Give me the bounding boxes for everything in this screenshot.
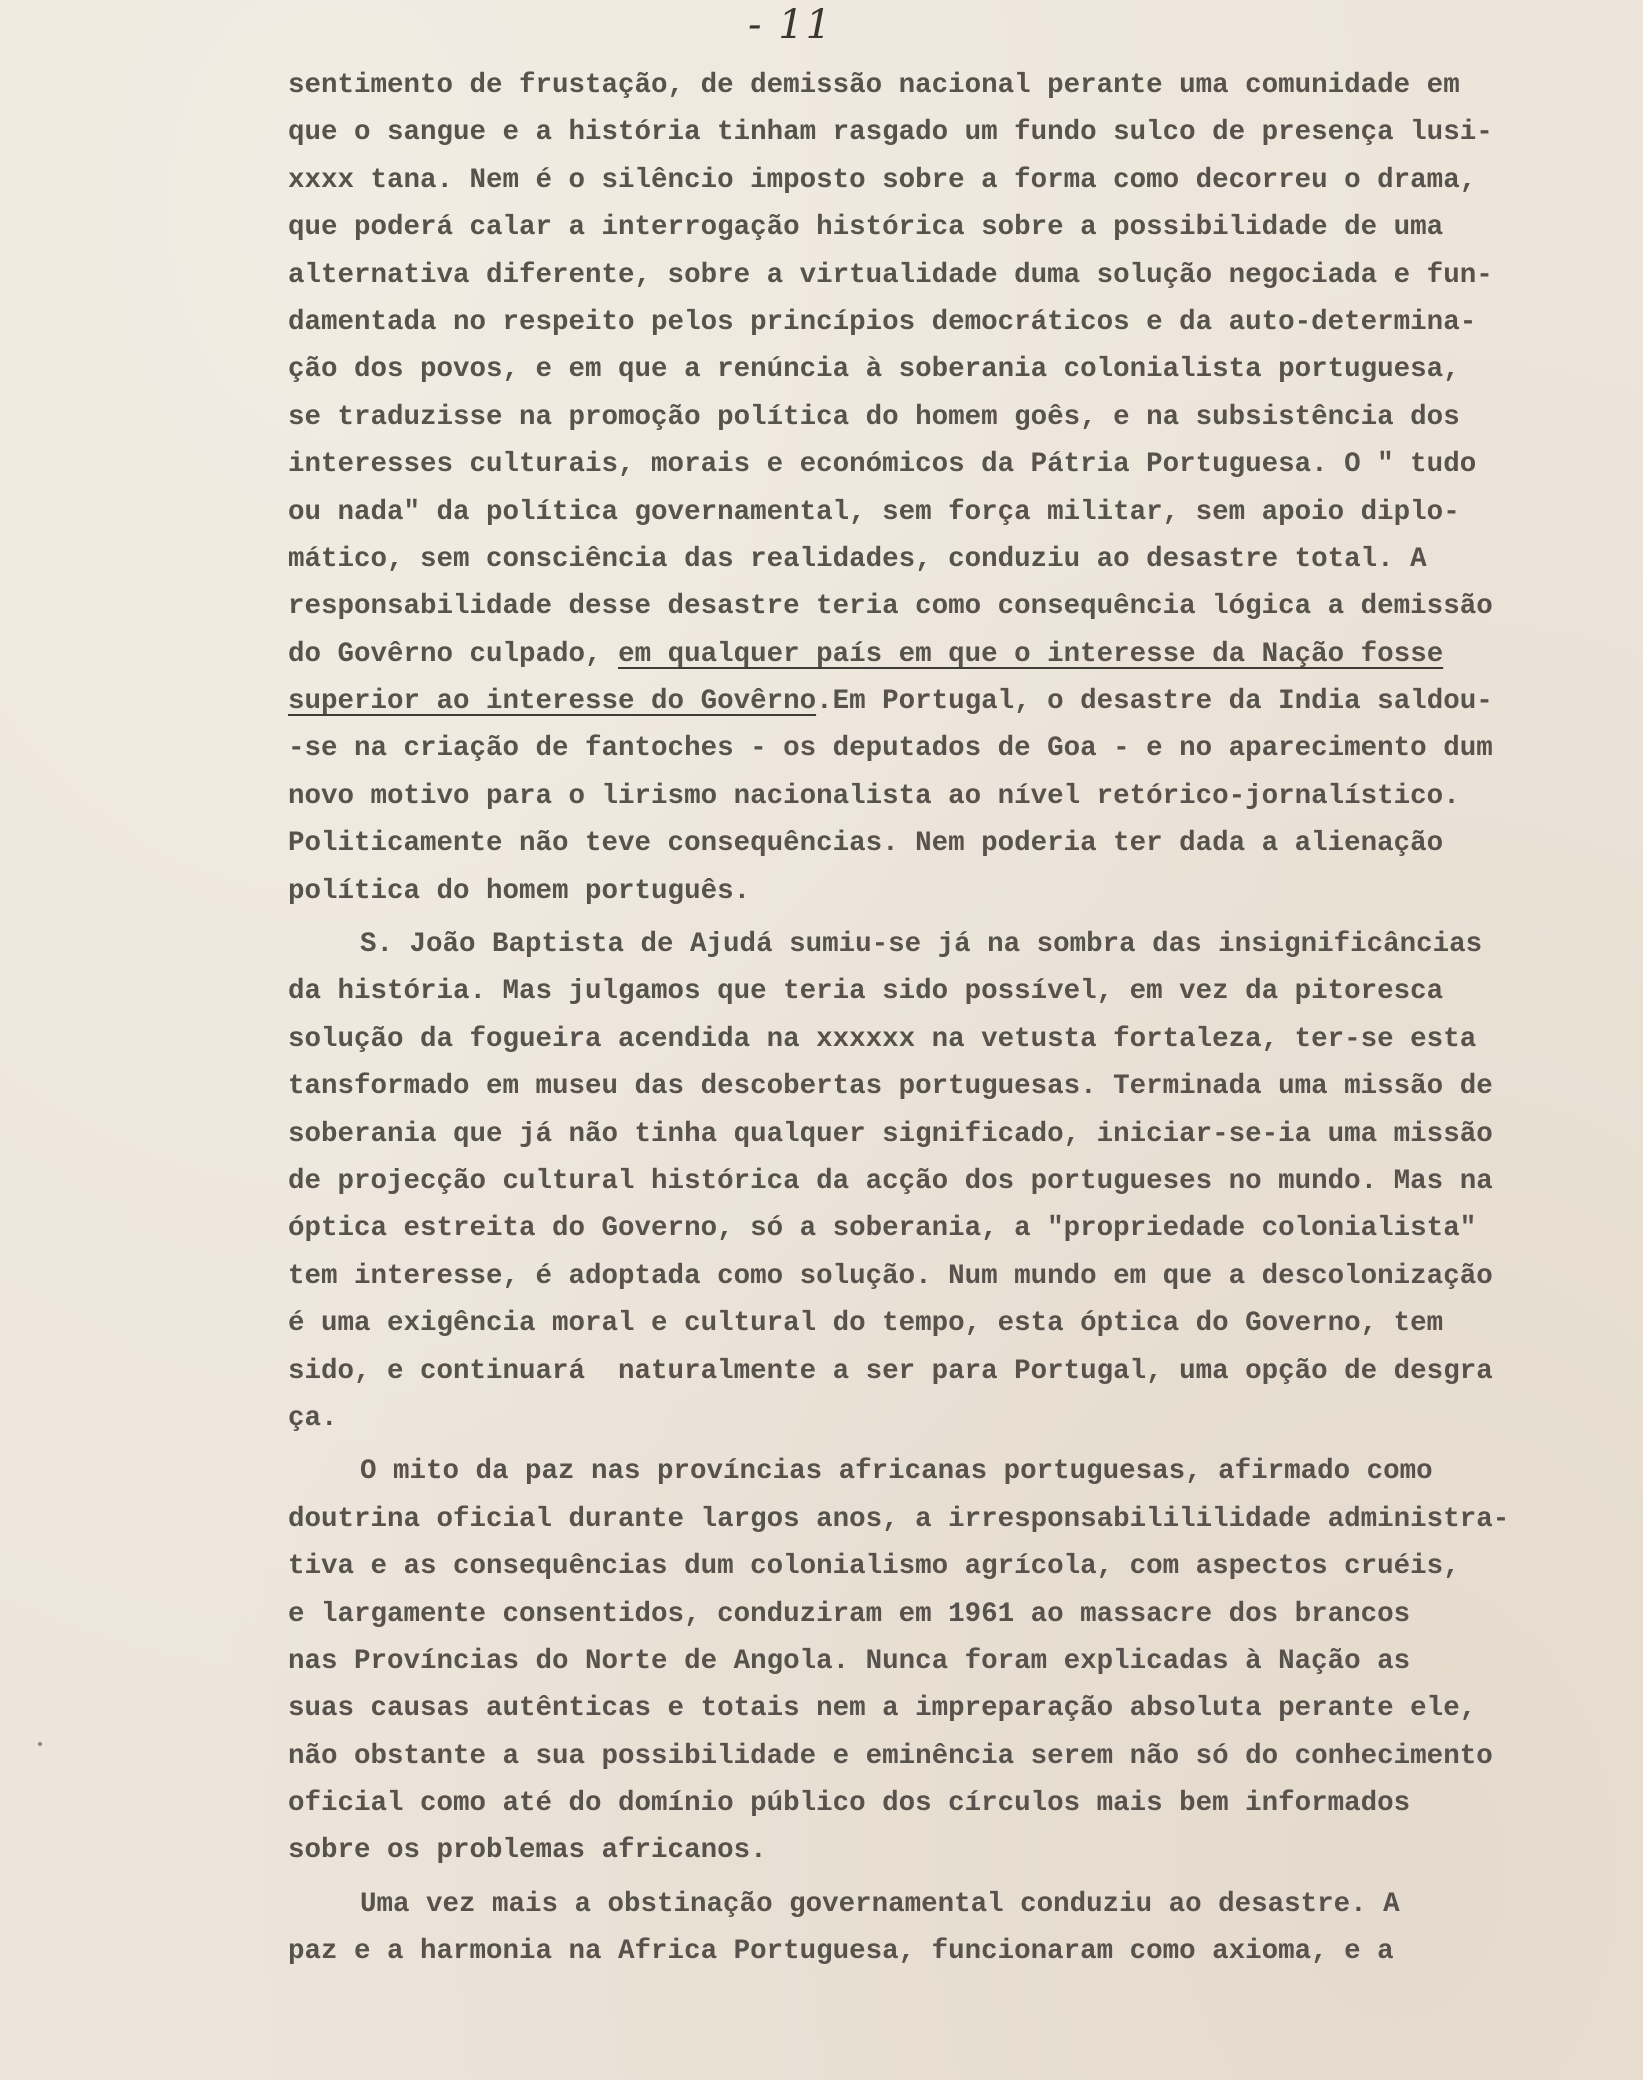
text-line: soberania que já não tinha qualquer significado, iniciar-se-ia uma missão [288,1118,1493,1150]
text-segment: do Govêrno culpado, [288,638,619,670]
text-line: ção dos povos, e em que a renúncia à soberania colonialista portuguesa, [288,354,1460,386]
text-line: novo motivo para o lirismo nacionalista ao nível retórico-jornalístico. [288,780,1460,812]
text-line: alternativa diferente, sobre a virtualidade duma solução negociada e fun- [288,259,1493,291]
text-line: O mito da paz nas províncias africanas portuguesas, afirmado como [360,1456,1433,1488]
text-line: Politicamente não teve consequências. Nem poderia ter dada a alienação [288,828,1444,860]
text-line: se traduzisse na promoção política do homem goês, e na subsistência dos [288,401,1460,433]
text-line: da história. Mas julgamos que teria sido possível, em vez da pitoresca [288,976,1444,1008]
text-line: de projecção cultural histórica da acção dos portugueses no mundo. Mas na [288,1165,1493,1197]
text-line: sido, e continuará naturalmente a ser para Portugal, uma opção de desgra [288,1355,1493,1387]
text-line: ça. [288,1402,338,1434]
text-line: e largamente consentidos, conduziram em 1961 ao massacre dos brancos [288,1598,1411,1630]
text-line: S. João Baptista de Ajudá sumiu-se já na sombra das insignificâncias [360,929,1483,961]
text-line-with-underline [288,678,1618,725]
text-line: sentimento de frustação, de demissão nacional perante uma comunidade em [288,70,1460,101]
text-line: -se na criação de fantoches - os deputados de Goa - e no aparecimento dum [288,733,1493,765]
text-line: política do homem português. [288,875,751,907]
text-line: damentada no respeito pelos princípios democráticos e da auto-determina- [288,306,1477,338]
text-line: doutrina oficial durante largos anos, a irresponsabilililidade administra- [288,1503,1510,1535]
text-line: que poderá calar a interrogação histórica sobre a possibilidade de uma [288,212,1444,244]
underlined-phrase: em qualquer país em que o interesse da Nação fosse [618,638,1444,670]
text-line: solução da fogueira acendida na xxxxxx na vetusta fortaleza, ter-se esta [288,1023,1477,1055]
text-line: xxxx tana. Nem é o silêncio imposto sobre a forma como decorreu o drama, [288,164,1477,196]
text-line: suas causas autênticas e totais nem a impreparação absoluta perante ele, [288,1693,1477,1725]
text-line: nas Províncias do Norte de Angola. Nunca foram explicadas à Nação as [288,1645,1411,1677]
text-line: tem interesse, é adoptada como solução. Num mundo em que a descolonização [288,1260,1493,1292]
text-line-with-underline [288,631,1618,678]
document-body [288,62,1618,1976]
text-line: responsabilidade desse desastre teria como consequência lógica a demissão [288,591,1493,623]
text-line: Uma vez mais a obstinação governamental conduziu ao desastre. A [360,1888,1400,1920]
text-segment: .Em Portugal, o desastre da India saldou- [816,686,1493,718]
text-line: mático, sem consciência das realidades, conduziu ao desastre total. A [288,543,1427,575]
text-line: ou nada" da política governamental, sem força militar, sem apoio diplo- [288,496,1460,528]
text-line: óptica estreita do Governo, só a soberania, a "propriedade colonialista" [288,1213,1477,1245]
text-line: não obstante a sua possibilidade e eminência serem não só do conhecimento [288,1740,1493,1772]
text-line: paz e a harmonia na Africa Portuguesa, funcionaram como axioma, e a [288,1936,1394,1968]
text-line: que o sangue e a história tinham rasgado um fundo sulco de presença lusi- [288,117,1493,149]
text-line: sobre os problemas africanos. [288,1835,767,1867]
margin-dot [38,1742,42,1746]
text-line: tansformado em museu das descobertas portuguesas. Terminada uma missão de [288,1071,1493,1103]
underlined-phrase: superior ao interesse do Govêrno [288,686,817,718]
text-line: oficial como até do domínio público dos círculos mais bem informados [288,1788,1411,1820]
text-line: tiva e as consequências dum colonialismo agrícola, com aspectos cruéis, [288,1551,1460,1583]
text-line: é uma exigência moral e cultural do tempo, esta óptica do Governo, tem [288,1308,1444,1340]
page-number: - 11 [748,2,834,48]
text-line: interesses culturais, morais e económicos da Pátria Portuguesa. O " tudo [288,449,1477,481]
